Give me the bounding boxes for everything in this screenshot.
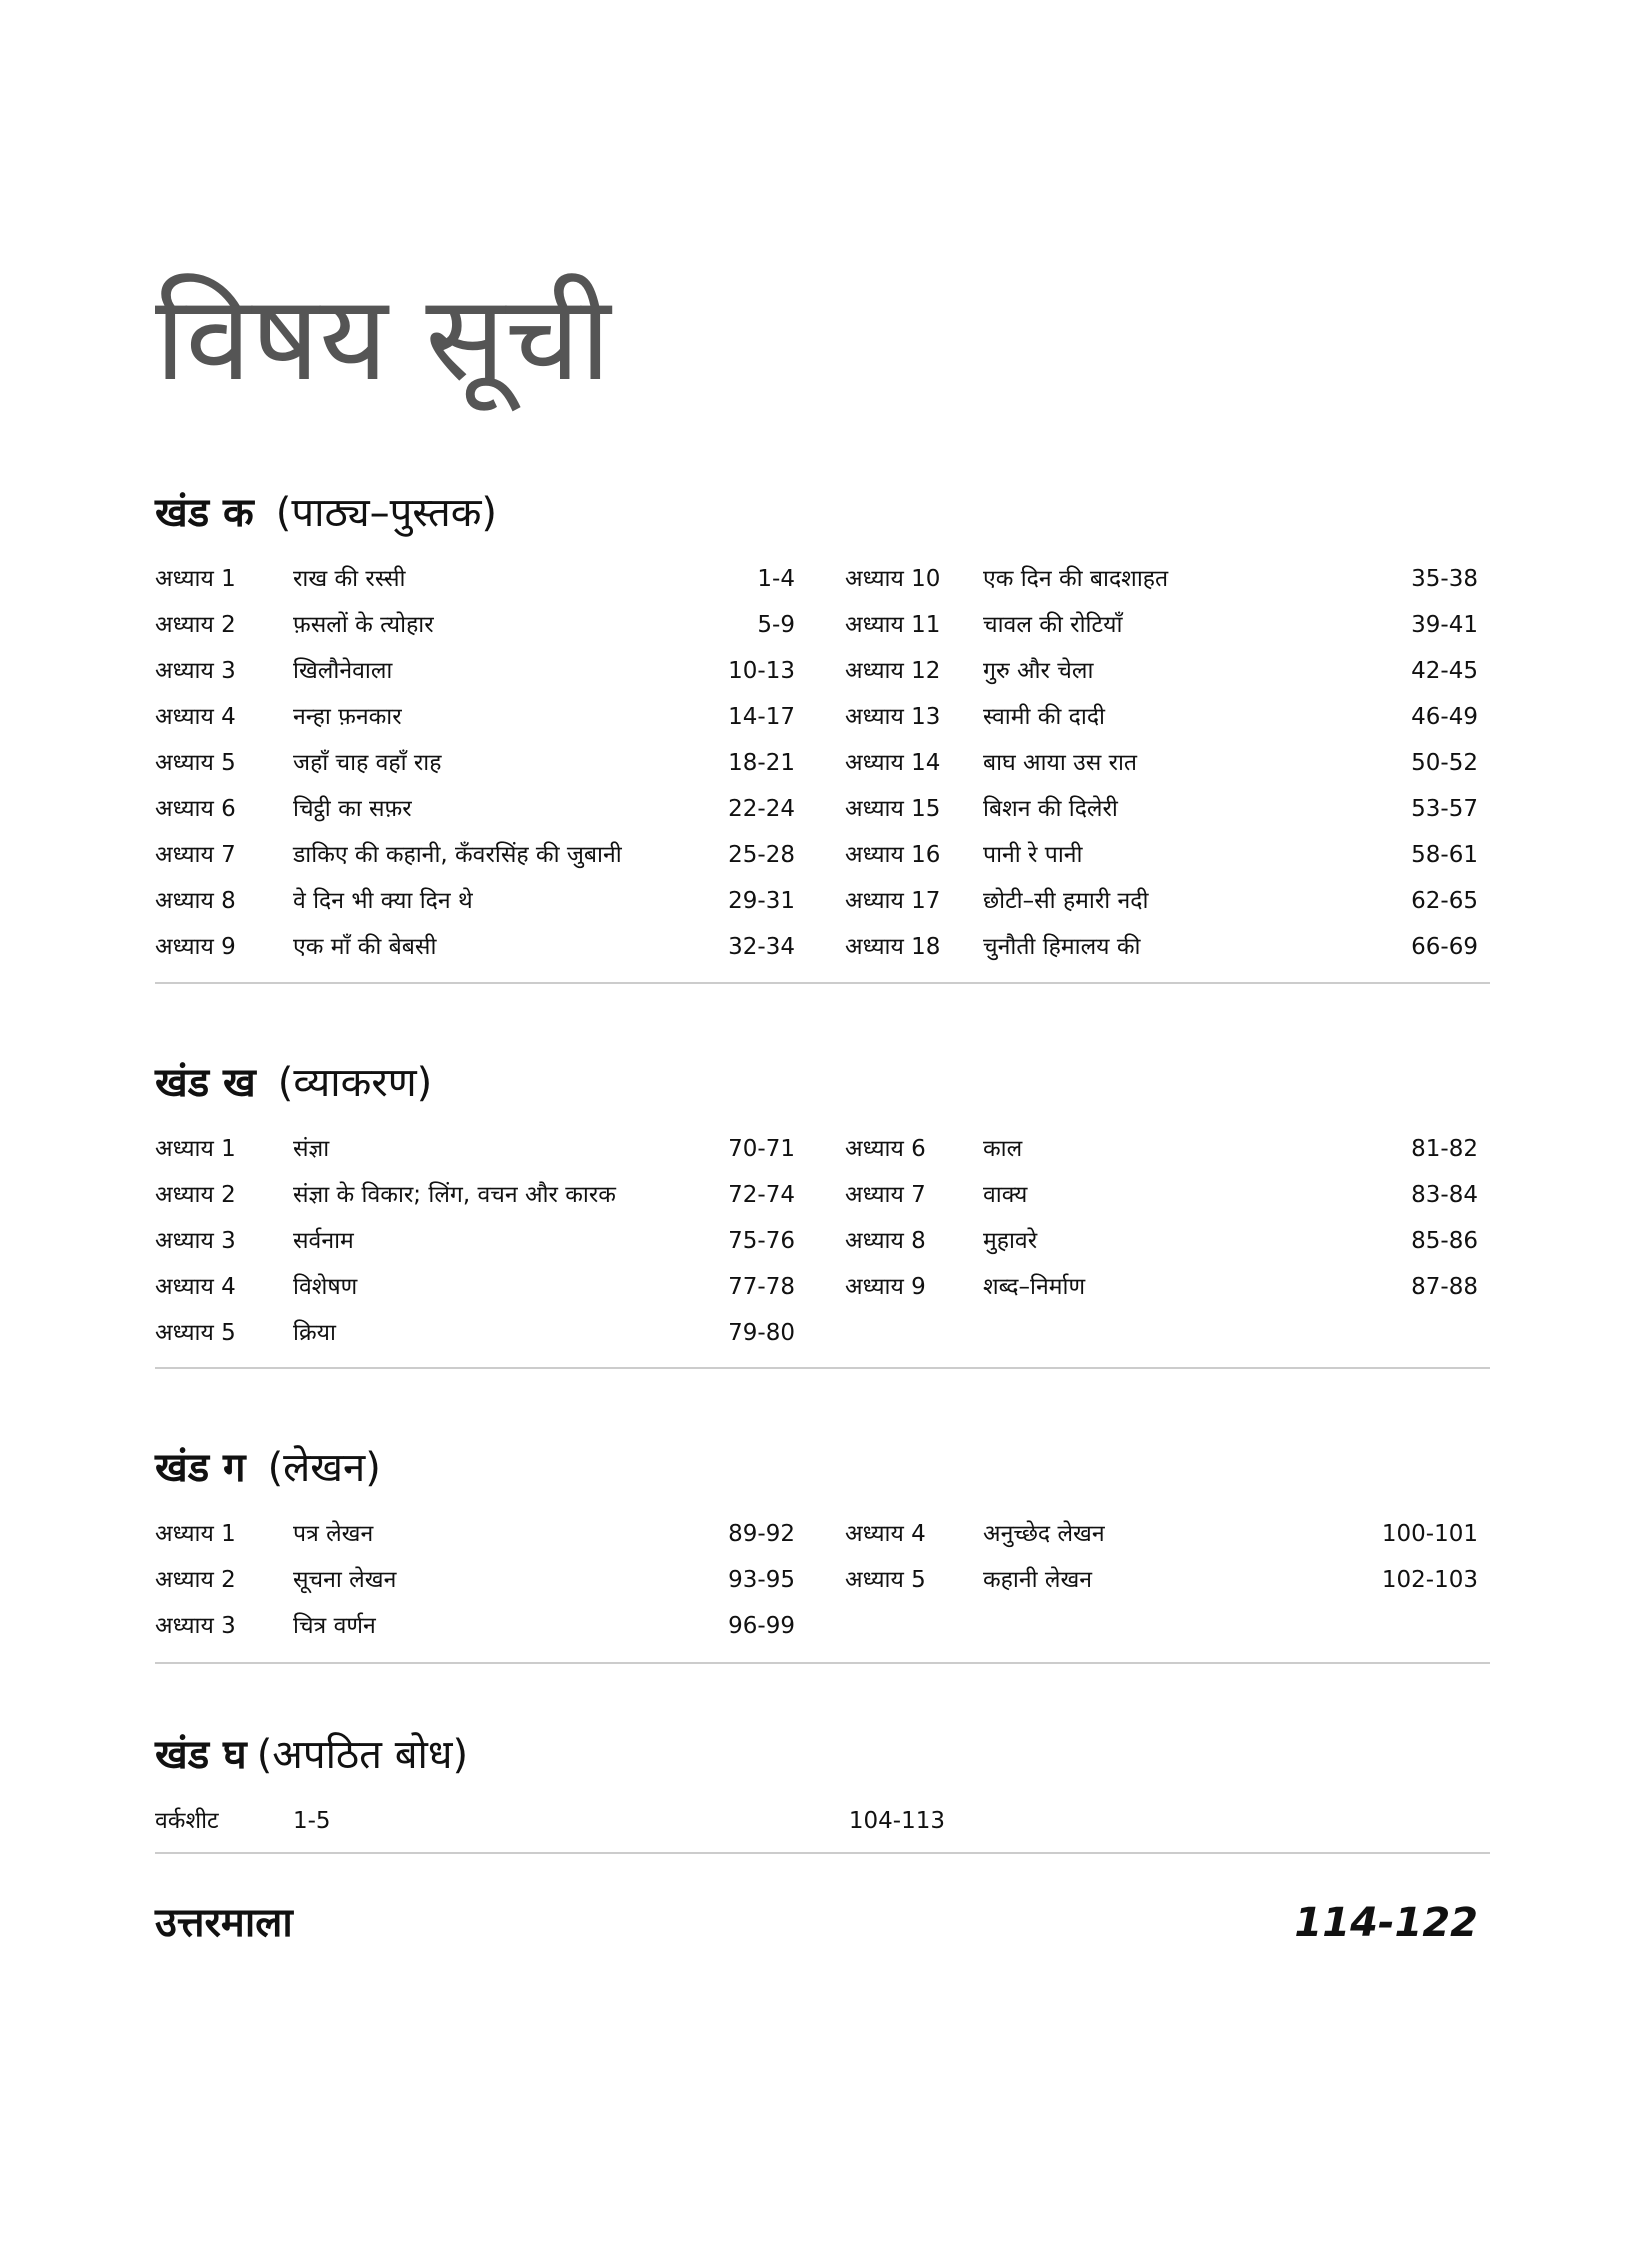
chapter-title: चुनौती हिमालय की <box>983 934 1141 960</box>
chapter-pages: 35-38 <box>1411 566 1478 592</box>
chapter-number: अध्याय 4 <box>155 704 236 730</box>
chapter-title: पानी रे पानी <box>983 842 1083 868</box>
chapter-number: अध्याय 4 <box>155 1274 236 1300</box>
section-subtitle: (पाठ्य–पुस्तक) <box>275 490 498 536</box>
chapter-title: नन्हा फ़नकार <box>293 704 402 730</box>
chapter-pages: 102-103 <box>1381 1567 1478 1593</box>
page-title: विषय सूची <box>155 269 611 407</box>
chapter-title: एक दिन की बादशाहत <box>983 566 1169 592</box>
chapter-pages: 5-9 <box>757 612 795 638</box>
chapter-entry <box>845 694 1478 740</box>
chapter-pages: 50-52 <box>1411 750 1478 776</box>
chapter-number: अध्याय 3 <box>155 1613 236 1639</box>
chapter-number: अध्याय 5 <box>155 750 236 776</box>
section-gha <box>155 1712 1490 1834</box>
chapter-pages: 89-92 <box>728 1521 795 1547</box>
chapter-number: अध्याय 6 <box>155 796 236 822</box>
chapter-title: छोटी–सी हमारी नदी <box>983 888 1149 914</box>
chapter-entry <box>845 1264 1478 1310</box>
chapter-number: अध्याय 2 <box>155 1182 236 1208</box>
section-divider <box>155 1367 1490 1369</box>
section-name: खंड ख <box>155 1060 256 1106</box>
chapter-pages: 83-84 <box>1411 1182 1478 1208</box>
section-heading <box>155 1712 1490 1798</box>
chapter-entry <box>155 1310 795 1356</box>
chapter-entry <box>845 832 1478 878</box>
chapter-pages: 93-95 <box>728 1567 795 1593</box>
chapter-entry <box>845 1511 1478 1557</box>
chapter-pages: 46-49 <box>1411 704 1478 730</box>
chapter-entry <box>845 1172 1478 1218</box>
chapter-entry <box>845 556 1478 602</box>
answer-key-pages: 114-122 <box>1294 1900 1478 1946</box>
chapter-entry <box>845 740 1478 786</box>
chapter-title: अनुच्छेद लेखन <box>983 1521 1105 1547</box>
contents-page <box>155 0 1490 2250</box>
chapter-number: अध्याय 15 <box>845 796 941 822</box>
chapter-number: अध्याय 9 <box>155 934 236 960</box>
chapter-pages: 1-4 <box>757 566 795 592</box>
chapter-title: खिलौनेवाला <box>293 658 393 684</box>
chapter-number: अध्याय 13 <box>845 704 941 730</box>
section-name: खंड क <box>155 490 254 536</box>
chapter-pages: 87-88 <box>1411 1274 1478 1300</box>
worksheet-label: वर्कशीट <box>155 1808 219 1834</box>
chapter-pages: 72-74 <box>728 1182 795 1208</box>
chapter-entry <box>155 1557 795 1603</box>
chapter-title: राख की रस्सी <box>293 566 406 592</box>
chapter-title: सूचना लेखन <box>293 1567 397 1593</box>
section-kha <box>155 1040 1490 1356</box>
chapter-title: मुहावरे <box>983 1228 1038 1254</box>
chapter-pages: 96-99 <box>728 1613 795 1639</box>
chapter-number: अध्याय 12 <box>845 658 941 684</box>
chapter-pages: 14-17 <box>728 704 795 730</box>
chapter-number: अध्याय 14 <box>845 750 941 776</box>
chapter-pages: 66-69 <box>1411 934 1478 960</box>
chapter-entry <box>155 1218 795 1264</box>
chapter-entry <box>155 740 795 786</box>
worksheet-pages: 104-113 <box>848 1808 945 1834</box>
section-name: खंड ग <box>155 1445 246 1491</box>
chapter-entry <box>155 786 795 832</box>
answer-key-title: उत्तरमाला <box>155 1900 293 1946</box>
chapter-title: डाकिए की कहानी, कँवरसिंह की जुबानी <box>293 842 622 868</box>
chapter-number: अध्याय 8 <box>845 1228 926 1254</box>
chapter-pages: 22-24 <box>728 796 795 822</box>
chapter-list <box>155 1126 1490 1356</box>
chapter-pages: 39-41 <box>1411 612 1478 638</box>
chapter-number: अध्याय 18 <box>845 934 941 960</box>
chapter-pages: 75-76 <box>728 1228 795 1254</box>
chapter-number: अध्याय 3 <box>155 658 236 684</box>
chapter-number: अध्याय 11 <box>845 612 941 638</box>
chapter-number: अध्याय 1 <box>155 1136 236 1162</box>
chapter-pages: 100-101 <box>1381 1521 1478 1547</box>
section-divider <box>155 982 1490 984</box>
chapter-pages: 85-86 <box>1411 1228 1478 1254</box>
chapter-title: वे दिन भी क्या दिन थे <box>293 888 473 914</box>
chapter-number: अध्याय 2 <box>155 1567 236 1593</box>
chapter-pages: 70-71 <box>728 1136 795 1162</box>
chapter-title: सर्वनाम <box>293 1228 354 1254</box>
chapter-pages: 62-65 <box>1411 888 1478 914</box>
chapter-pages: 58-61 <box>1411 842 1478 868</box>
chapter-entry <box>155 694 795 740</box>
section-subtitle: (व्याकरण) <box>277 1060 433 1106</box>
chapter-entry <box>155 1603 795 1649</box>
chapter-title: बाघ आया उस रात <box>983 750 1138 776</box>
chapter-entry <box>155 832 795 878</box>
chapter-number: अध्याय 4 <box>845 1521 926 1547</box>
chapter-number: अध्याय 7 <box>155 842 236 868</box>
chapter-entry <box>845 1126 1478 1172</box>
section-divider <box>155 1662 1490 1664</box>
chapter-number: अध्याय 1 <box>155 566 236 592</box>
chapter-entry <box>155 556 795 602</box>
chapter-pages: 18-21 <box>728 750 795 776</box>
chapter-entry <box>155 878 795 924</box>
section-name: खंड घ <box>155 1732 247 1778</box>
chapter-list <box>155 556 1490 970</box>
chapter-title: चित्र वर्णन <box>293 1613 376 1639</box>
chapter-pages: 81-82 <box>1411 1136 1478 1162</box>
chapter-pages: 10-13 <box>728 658 795 684</box>
chapter-title: एक माँ की बेबसी <box>293 934 437 960</box>
chapter-number: अध्याय 6 <box>845 1136 926 1162</box>
chapter-number: अध्याय 1 <box>155 1521 236 1547</box>
chapter-title: संज्ञा <box>293 1136 330 1162</box>
section-subtitle: (लेखन) <box>267 1445 381 1491</box>
chapter-entry <box>845 648 1478 694</box>
section-ga <box>155 1425 1490 1649</box>
section-heading <box>155 1425 1490 1511</box>
chapter-title: शब्द–निर्माण <box>983 1274 1086 1300</box>
chapter-title: काल <box>983 1136 1023 1162</box>
chapter-pages: 79-80 <box>728 1320 795 1346</box>
chapter-title: चिट्ठी का सफ़र <box>293 796 412 822</box>
chapter-list <box>155 1511 1490 1649</box>
chapter-number: अध्याय 5 <box>845 1567 926 1593</box>
chapter-number: अध्याय 2 <box>155 612 236 638</box>
chapter-title: विशेषण <box>293 1274 358 1300</box>
chapter-title: चावल की रोटियाँ <box>983 612 1123 638</box>
chapter-pages: 25-28 <box>728 842 795 868</box>
chapter-number: अध्याय 7 <box>845 1182 926 1208</box>
worksheet-range: 1-5 <box>293 1808 331 1834</box>
chapter-number: अध्याय 9 <box>845 1274 926 1300</box>
chapter-title: कहानी लेखन <box>983 1567 1093 1593</box>
chapter-pages: 53-57 <box>1411 796 1478 822</box>
chapter-number: अध्याय 16 <box>845 842 941 868</box>
chapter-entry <box>155 648 795 694</box>
chapter-entry <box>155 1126 795 1172</box>
chapter-pages: 77-78 <box>728 1274 795 1300</box>
chapter-entry <box>845 1557 1478 1603</box>
section-heading <box>155 470 1490 556</box>
chapter-pages: 42-45 <box>1411 658 1478 684</box>
chapter-title: जहाँ चाह वहाँ राह <box>293 750 442 776</box>
chapter-title: गुरु और चेला <box>983 658 1094 684</box>
chapter-entry <box>845 924 1478 970</box>
chapter-entry <box>155 1264 795 1310</box>
chapter-number: अध्याय 8 <box>155 888 236 914</box>
chapter-number: अध्याय 3 <box>155 1228 236 1254</box>
chapter-number: अध्याय 5 <box>155 1320 236 1346</box>
chapter-number: अध्याय 10 <box>845 566 941 592</box>
answer-key-row <box>155 1890 1478 1956</box>
chapter-title: स्वामी की दादी <box>983 704 1105 730</box>
chapter-number: अध्याय 17 <box>845 888 941 914</box>
chapter-entry <box>845 786 1478 832</box>
chapter-title: क्रिया <box>293 1320 336 1346</box>
section-heading <box>155 1040 1490 1126</box>
chapter-title: पत्र लेखन <box>293 1521 374 1547</box>
chapter-title: फ़सलों के त्योहार <box>293 612 434 638</box>
chapter-title: वाक्य <box>983 1182 1028 1208</box>
chapter-entry <box>155 602 795 648</box>
chapter-title: बिशन की दिलेरी <box>983 796 1118 822</box>
chapter-entry <box>155 924 795 970</box>
chapter-entry <box>845 602 1478 648</box>
chapter-pages: 29-31 <box>728 888 795 914</box>
chapter-pages: 32-34 <box>728 934 795 960</box>
section-divider <box>155 1852 1490 1854</box>
section-ka <box>155 470 1490 970</box>
chapter-entry <box>845 1218 1478 1264</box>
section-subtitle: (अपठित बोध) <box>256 1732 469 1778</box>
chapter-title: संज्ञा के विकार; लिंग, वचन और कारक <box>293 1182 616 1208</box>
chapter-entry <box>845 878 1478 924</box>
chapter-entry <box>155 1172 795 1218</box>
chapter-entry <box>155 1511 795 1557</box>
